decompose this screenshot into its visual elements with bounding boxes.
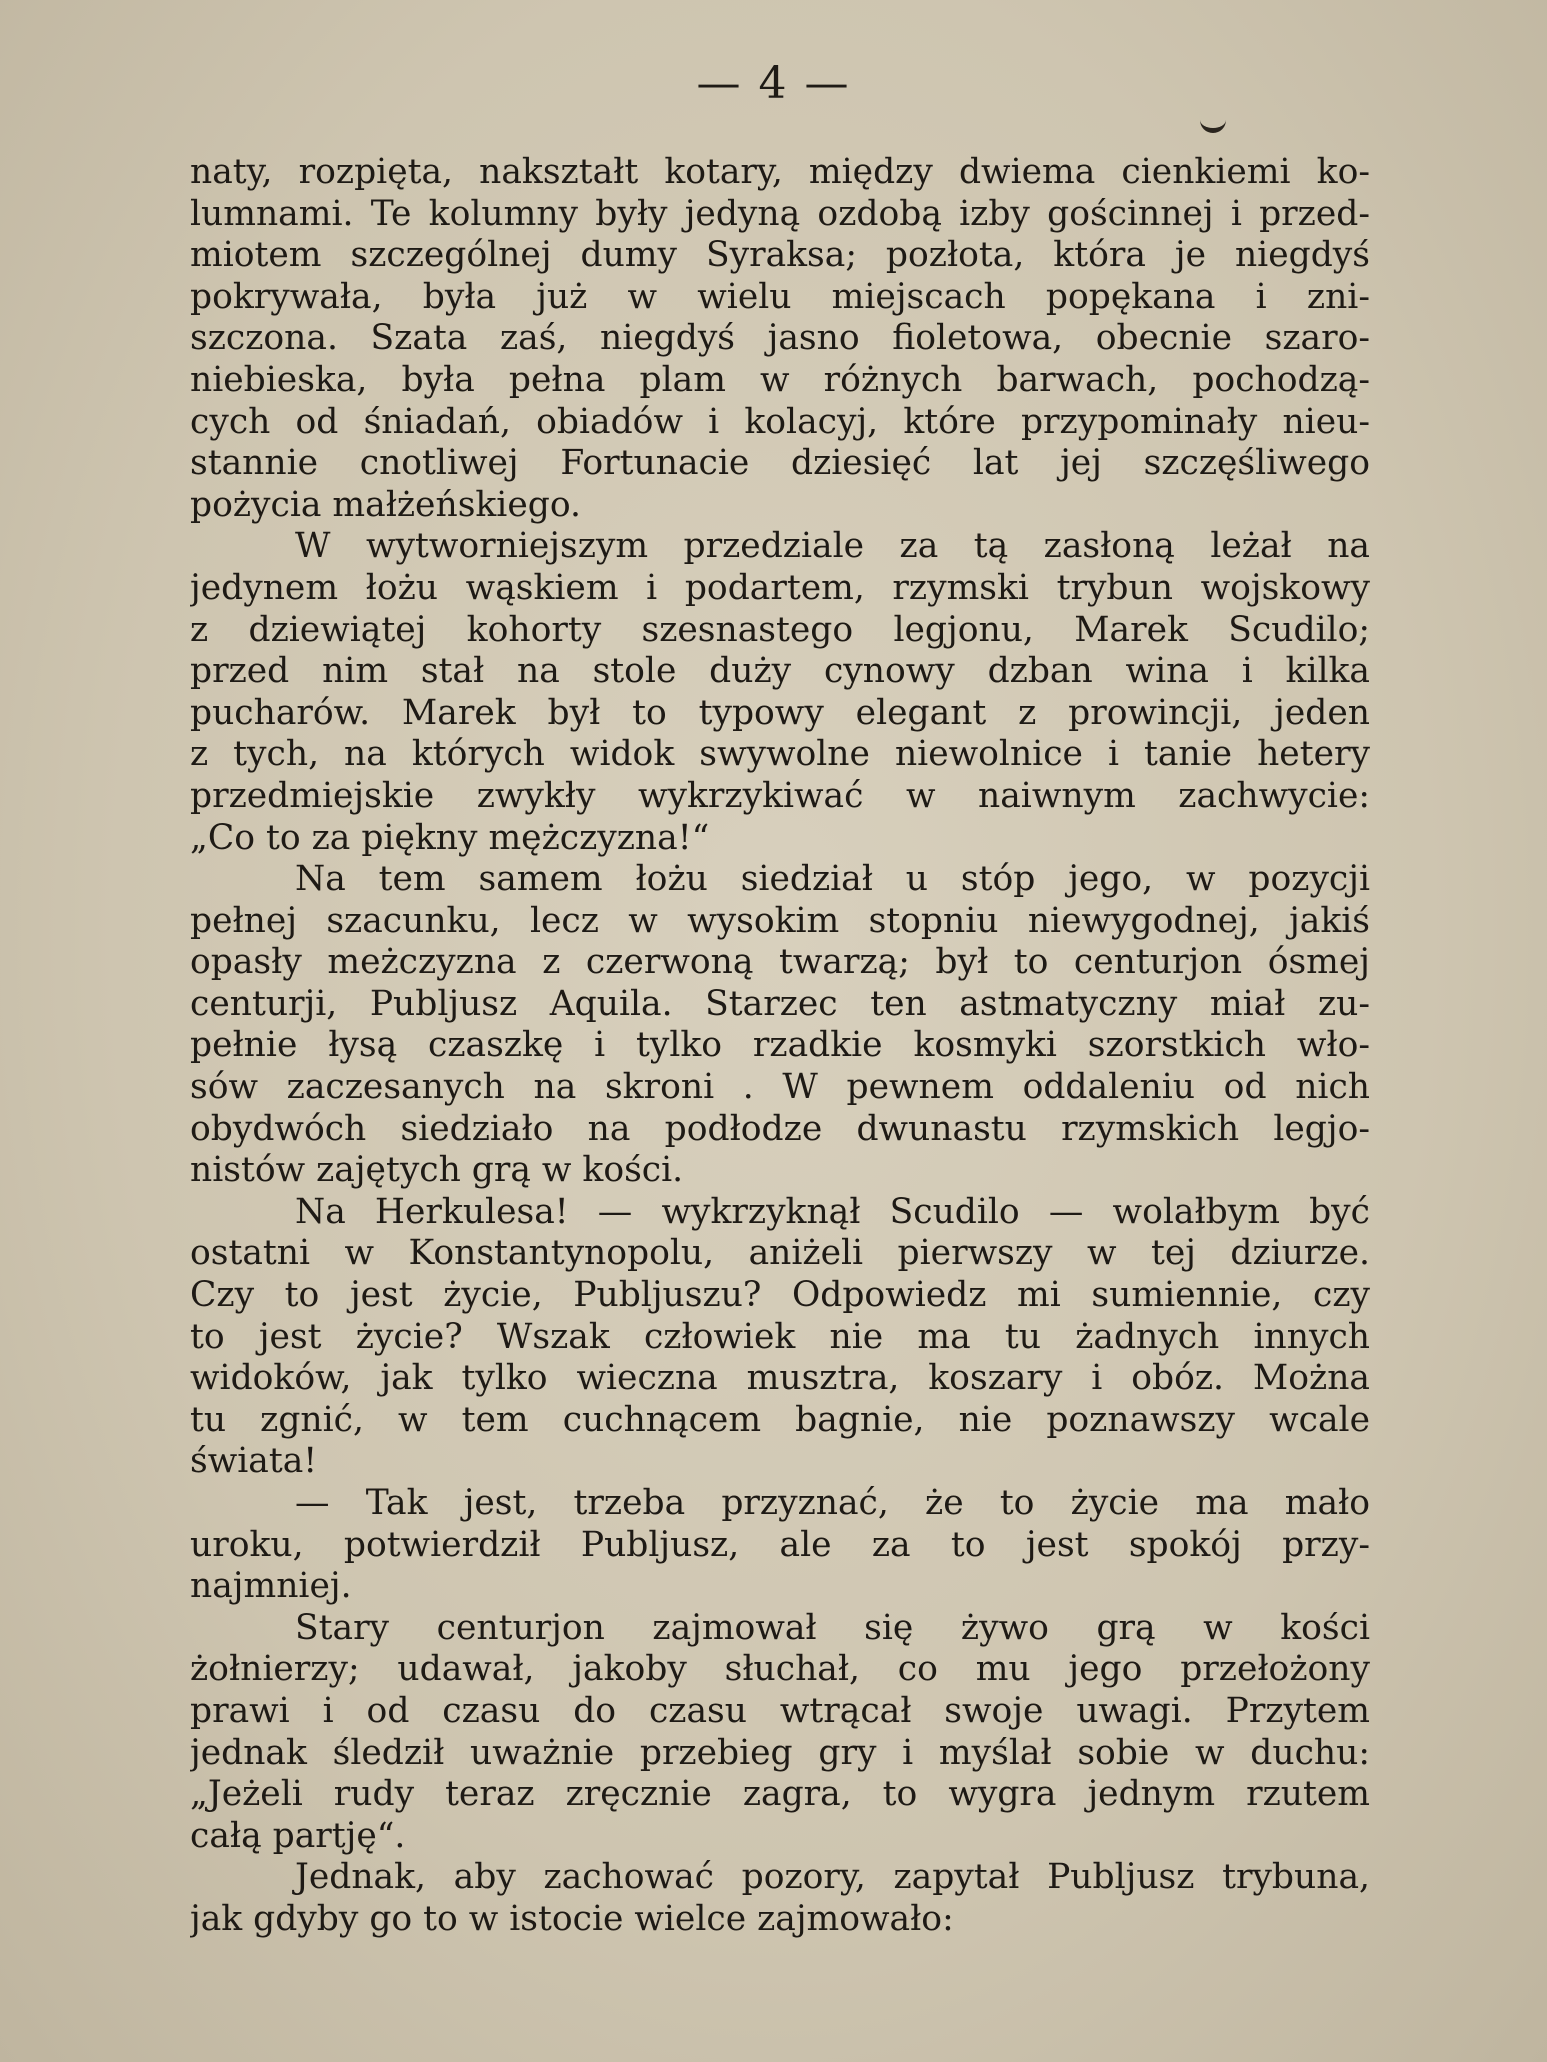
- body-text: [190, 152, 1370, 1941]
- text-line: W wytworniejszym przedziale za tą zasłoną leżał na: [295, 526, 1370, 567]
- text-line: z dziewiątej kohorty szesnastego legjonu, Marek Scudilo;: [190, 609, 1370, 650]
- text-line: „Jeżeli rudy teraz zręcznie zagra, to wygra jednym rzutem: [190, 1774, 1370, 1815]
- text-line: jedynem łożu wąskiem i podartem, rzymski trybun wojskowy: [190, 567, 1370, 608]
- text-line: Na tem samem łożu siedział u stóp jego, w pozycji: [295, 859, 1370, 900]
- text-line: żołnierzy; udawał, jakoby słuchał, co mu jego przełożony: [190, 1649, 1370, 1690]
- ink-mark: [1200, 112, 1226, 133]
- text-line: niebieska, była pełna plam w różnych barwach, pochodzą-: [190, 359, 1370, 400]
- text-line: nistów zajętych grą w kości.: [190, 1150, 684, 1191]
- text-line: to jest życie? Wszak człowiek nie ma tu żadnych innych: [190, 1316, 1370, 1357]
- text-line: ostatni w Konstantynopolu, aniżeli pierwszy w tej dziurze.: [190, 1233, 1370, 1274]
- text-line: jak gdyby go to w istocie wielce zajmowało:: [190, 1898, 954, 1939]
- text-line: opasły meżczyzna z czerwoną twarzą; był to centurjon ósmej: [190, 942, 1370, 983]
- text-line: pożycia małżeńskiego.: [190, 484, 581, 525]
- text-line: pokrywała, była już w wielu miejscach popękana i zni-: [190, 276, 1370, 317]
- text-line: najmniej.: [190, 1566, 352, 1607]
- text-line: całą partję“.: [190, 1815, 406, 1856]
- text-line: przed nim stał na stole duży cynowy dzban wina i kilka: [190, 651, 1370, 692]
- text-line: szczona. Szata zaś, niegdyś jasno fioletowa, obecnie szaro-: [190, 318, 1370, 359]
- text-line: cych od śniadań, obiadów i kolacyj, które przypominały nieu-: [190, 401, 1370, 442]
- text-line: Jednak, aby zachować pozory, zapytał Publjusz trybuna,: [295, 1857, 1370, 1898]
- text-line: tu zgnić, w tem cuchnącem bagnie, nie poznawszy wcale: [190, 1399, 1370, 1440]
- text-line: uroku, potwierdził Publjusz, ale za to jest spokój przy-: [190, 1524, 1370, 1565]
- text-line: pucharów. Marek był to typowy elegant z prowincji, jeden: [190, 692, 1370, 733]
- text-line: stannie cnotliwej Fortunacie dziesięć lat jej szczęśliwego: [190, 443, 1370, 484]
- text-line: obydwóch siedziało na podłodze dwunastu rzymskich legjo-: [190, 1108, 1370, 1149]
- text-line: — Tak jest, trzeba przyznać, że to życie ma mało: [295, 1483, 1370, 1523]
- text-line: przedmiejskie zwykły wykrzykiwać w naiwnym zachwycie:: [190, 775, 1370, 816]
- text-line: „Co to za piękny mężczyzna!“: [190, 817, 710, 858]
- text-line: naty, rozpięta, nakształt kotary, między dwiema cienkiemi ko-: [190, 152, 1370, 192]
- text-line: sów zaczesanych na skroni . W pewnem oddaleniu od nich: [190, 1067, 1370, 1108]
- page-number: — 4 —: [696, 58, 851, 109]
- text-line: widoków, jak tylko wieczna musztra, koszary i obóz. Można: [190, 1358, 1370, 1399]
- text-line: pełnie łysą czaszkę i tylko rzadkie kosmyki szorstkich wło-: [190, 1025, 1370, 1066]
- text-line: Stary centurjon zajmował się żywo grą w kości: [295, 1607, 1370, 1648]
- text-line: Na Herkulesa! — wykrzyknął Scudilo — wolałbym być: [295, 1191, 1370, 1232]
- text-line: pełnej szacunku, lecz w wysokim stopniu niewygodnej, jakiś: [190, 900, 1370, 941]
- text-line: centurji, Publjusz Aquila. Starzec ten astmatyczny miał zu-: [190, 983, 1370, 1024]
- text-line: z tych, na których widok swywolne niewolnice i tanie hetery: [190, 734, 1370, 775]
- text-line: jednak śledził uważnie przebieg gry i myślał sobie w duchu:: [190, 1732, 1370, 1773]
- text-line: Czy to jest życie, Publjuszu? Odpowiedz mi sumiennie, czy: [190, 1275, 1370, 1316]
- text-line: lumnami. Te kolumny były jedyną ozdobą izby gościnnej i przed-: [190, 193, 1370, 234]
- text-line: świata!: [190, 1441, 318, 1482]
- text-line: miotem szczególnej dumy Syraksa; pozłota, która je niegdyś: [190, 235, 1370, 276]
- text-line: prawi i od czasu do czasu wtrącał swoje uwagi. Przytem: [190, 1690, 1370, 1731]
